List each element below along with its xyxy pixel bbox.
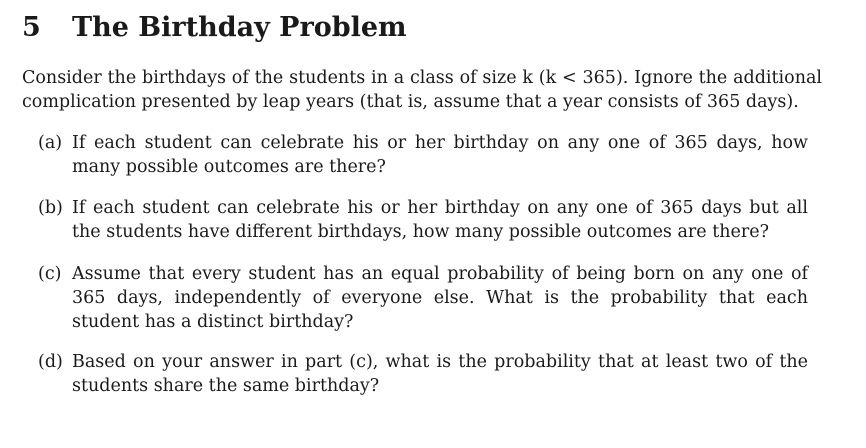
problem-text: If each student can celebrate his or her birthday on any one of 365 days, how many possible outcomes are there? bbox=[72, 133, 808, 177]
problem-text: If each student can celebrate his or her birthday on any one of 365 days but all the students have different birthdays, how many possible outcomes are there? bbox=[72, 198, 808, 242]
problem-label: (c) bbox=[38, 264, 62, 284]
problem-label: (b) bbox=[38, 198, 63, 218]
section-heading bbox=[22, 12, 407, 43]
problem-label: (a) bbox=[38, 133, 63, 153]
intro-paragraph: Consider the birthdays of the students in a class of size k (k < 365). Ignore the additional complication presented by leap years (that is, assume that a year consists of 365 days). bbox=[22, 68, 822, 112]
problem-text: Based on your answer in part (c), what is the probability that at least two of the students share the same birthday? bbox=[72, 352, 808, 396]
problem-text: Assume that every student has an equal probability of being born on any one of 365 days, independently of everyone else. What is the probability that each student has a distinct birthday? bbox=[72, 264, 808, 332]
section-number: 5 bbox=[22, 12, 41, 43]
problem-label: (d) bbox=[38, 352, 63, 372]
section-title: The Birthday Problem bbox=[72, 12, 407, 43]
problem-c bbox=[38, 262, 808, 334]
problem-b bbox=[38, 196, 808, 244]
problem-d bbox=[38, 350, 808, 398]
problem-a bbox=[38, 131, 808, 179]
